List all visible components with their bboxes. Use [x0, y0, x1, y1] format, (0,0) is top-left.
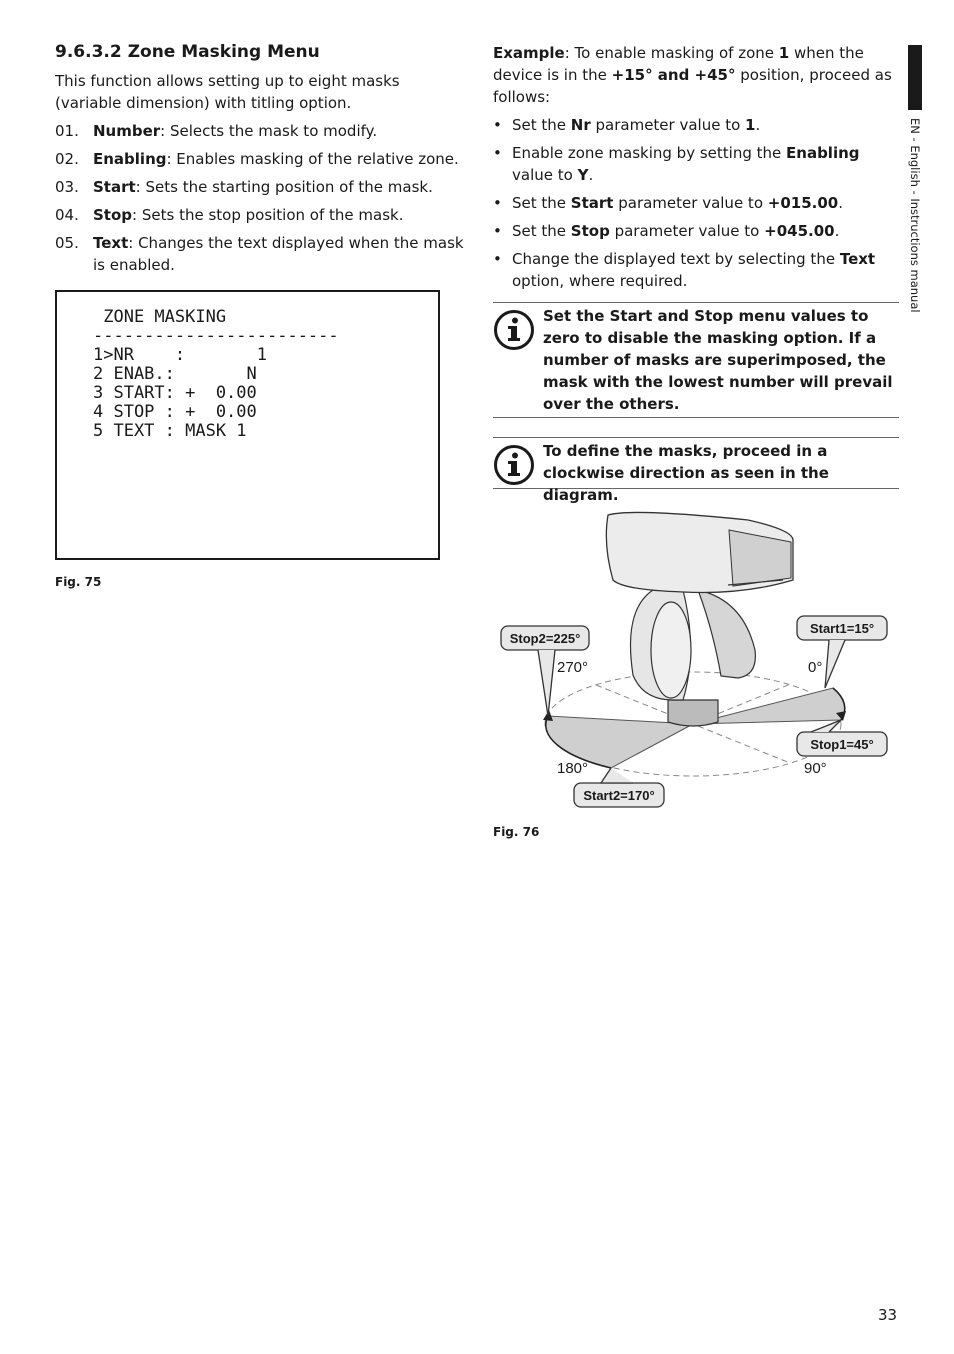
list-item: • Enable zone masking by setting the Enabling value to Y. [493, 144, 860, 184]
parameter-list [55, 120, 467, 276]
list-item: • Change the displayed text by selecting the Text option, where required. [493, 250, 876, 290]
list-item: 02. Enabling: Enables masking of the relative zone. [55, 150, 459, 168]
section-heading: Zone Masking Menu [127, 42, 320, 62]
zone-masking-diagram [493, 500, 903, 820]
intro-text: This function allows setting up to eight masks (variable dimension) with titling option. [55, 72, 400, 112]
list-item: 01. Number: Selects the mask to modify. [55, 122, 378, 140]
figure-caption-76: Fig. 76 [493, 825, 540, 839]
info-note-2 [493, 437, 899, 504]
camera-base [668, 700, 718, 726]
info-icon [493, 303, 539, 355]
deg-0-label: 0° [808, 659, 823, 676]
steps-list [493, 114, 901, 292]
start1-label: Start1=15° [809, 621, 875, 636]
start2-label: Start2=170° [583, 788, 655, 803]
side-tab-bar [908, 45, 922, 110]
osd-line: ------------------------ [93, 326, 339, 346]
list-item: 04. Stop: Sets the stop position of the mask. [55, 206, 404, 224]
side-tab-label: EN - English - Instructions manual [908, 118, 922, 313]
list-item: • Set the Stop parameter value to +045.00. [493, 222, 840, 240]
deg-270-label: 270° [557, 659, 589, 676]
osd-line: 1>NR : 1 [93, 345, 267, 365]
list-item: 03. Start: Sets the starting position of the mask. [55, 178, 433, 196]
osd-line: 3 START: + 0.00 [93, 383, 257, 403]
right-column [493, 42, 901, 298]
page-number: 33 [878, 1306, 898, 1324]
figure-caption-75: Fig. 75 [55, 575, 102, 589]
osd-screen [55, 290, 440, 560]
info-note-1 [493, 302, 899, 418]
left-column [55, 42, 467, 282]
section-number: 9.6.3.2 [55, 42, 122, 62]
list-item: 05. Text: Changes the text displayed when the mask is enabled. [55, 234, 464, 274]
osd-line: 5 TEXT : MASK 1 [93, 421, 247, 441]
list-item: • Set the Start parameter value to +015.00. [493, 194, 843, 212]
camera-arm-right [698, 590, 755, 678]
osd-line: ZONE MASKING [93, 307, 227, 327]
stop2-label: Stop2=225° [509, 631, 581, 646]
info-icon [493, 438, 539, 490]
section-title [55, 42, 467, 62]
note-text: To define the masks, proceed in a clockwise direction as seen in the diagram. [543, 442, 829, 504]
deg-90-label: 90° [804, 760, 827, 777]
note-text: Set the Start and Stop menu values to zero to disable the masking option. If a number of masks are superimposed, the mask with the lowest number will prevail over the others. [543, 307, 893, 413]
osd-line: 2 ENAB.: N [93, 364, 257, 384]
example-paragraph: Example: To enable masking of zone 1 when the device is in the +15° and +45° position, proceed as follows: [493, 44, 892, 106]
deg-180-label: 180° [557, 760, 589, 777]
list-item: • Set the Nr parameter value to 1. [493, 116, 761, 134]
osd-line: 4 STOP : + 0.00 [93, 402, 257, 422]
stop1-label: Stop1=45° [810, 737, 874, 752]
